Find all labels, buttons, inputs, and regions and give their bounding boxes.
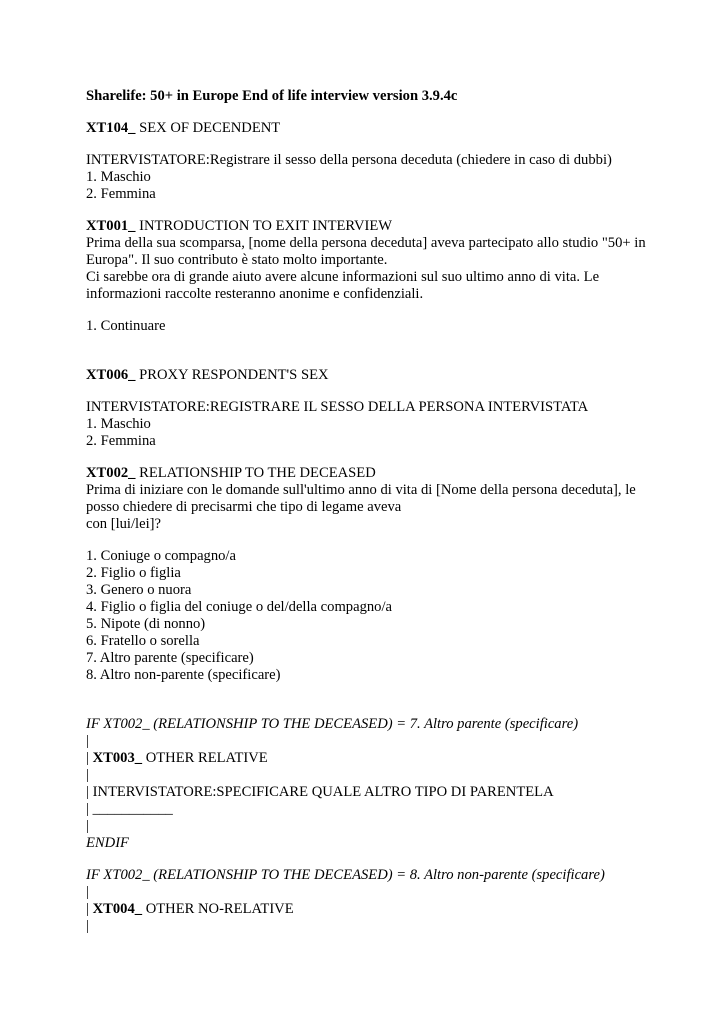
answer-option: 3. Genero o nuora bbox=[86, 582, 192, 598]
question-title: OTHER RELATIVE bbox=[142, 750, 268, 766]
answer-option: 5. Nipote (di nonno) bbox=[86, 616, 206, 632]
question-xt006-header bbox=[86, 367, 656, 384]
question-code: XT006_ bbox=[86, 367, 136, 383]
interviewer-instruction: INTERVISTATORE:REGISTRARE IL SESSO DELLA PERSONA INTERVISTATA bbox=[86, 399, 589, 415]
question-title: SEX OF DECENDENT bbox=[135, 120, 281, 136]
block-bar: | bbox=[86, 733, 89, 749]
block-bar: | bbox=[86, 767, 89, 783]
endif-marker: ENDIF bbox=[86, 835, 129, 851]
question-text: Prima della sua scomparsa, [nome della persona deceduta] aveva partecipato allo studio "50+ in Europa". Il suo contributo è stato molto importante. bbox=[86, 235, 646, 268]
question-code: XT002_ bbox=[86, 465, 136, 481]
interviewer-instruction: | INTERVISTATORE:SPECIFICARE QUALE ALTRO TIPO DI PARENTELA bbox=[86, 784, 554, 800]
question-title: OTHER NO-RELATIVE bbox=[142, 901, 294, 917]
block-bar: | bbox=[86, 884, 89, 900]
question-xt001-header bbox=[86, 218, 656, 235]
question-code: XT004_ bbox=[92, 901, 143, 917]
answer-option: 1. Maschio bbox=[86, 416, 151, 432]
answer-option: 6. Fratello o sorella bbox=[86, 633, 200, 649]
question-xt003-header bbox=[86, 750, 656, 767]
doc-title: Sharelife: 50+ in Europe End of life interview version 3.9.4c bbox=[86, 88, 458, 104]
if-condition: IF XT002_ (RELATIONSHIP TO THE DECEASED) = 8. Altro non-parente (specificare) bbox=[86, 867, 605, 883]
answer-blank-line: | ___________ bbox=[86, 801, 173, 817]
question-code: XT001_ bbox=[86, 218, 136, 234]
question-xt004-header bbox=[86, 901, 656, 918]
block-bar: | bbox=[86, 750, 93, 766]
question-title: RELATIONSHIP TO THE DECEASED bbox=[135, 465, 376, 481]
question-xt002-header bbox=[86, 465, 656, 482]
interviewer-instruction: INTERVISTATORE:Registrare il sesso della persona deceduta (chiedere in caso di dubbi) bbox=[86, 152, 612, 168]
answer-option: 1. Continuare bbox=[86, 318, 166, 334]
answer-option: 1. Maschio bbox=[86, 169, 151, 185]
answer-option: 7. Altro parente (specificare) bbox=[86, 650, 254, 666]
block-bar: | bbox=[86, 901, 93, 917]
block-bar: | bbox=[86, 918, 89, 934]
question-title: PROXY RESPONDENT'S SEX bbox=[135, 367, 329, 383]
answer-option: 1. Coniuge o compagno/a bbox=[86, 548, 236, 564]
document-page bbox=[86, 88, 656, 935]
question-title: INTRODUCTION TO EXIT INTERVIEW bbox=[135, 218, 393, 234]
question-text: Ci sarebbe ora di grande aiuto avere alcune informazioni sul suo ultimo anno di vita. Le informazioni raccolte resteranno anonime e confidenziali. bbox=[86, 269, 600, 302]
answer-option: 2. Femmina bbox=[86, 186, 156, 202]
question-text: con [lui/lei]? bbox=[86, 516, 161, 532]
block-bar: | bbox=[86, 818, 89, 834]
question-code: XT104_ bbox=[86, 120, 136, 136]
question-code: XT003_ bbox=[92, 750, 143, 766]
answer-option: 2. Femmina bbox=[86, 433, 156, 449]
question-text: Prima di iniziare con le domande sull'ultimo anno di vita di [Nome della persona deceduta], le posso chiedere di precisarmi che tipo di legame aveva bbox=[86, 482, 636, 515]
answer-option: 2. Figlio o figlia bbox=[86, 565, 181, 581]
answer-option: 8. Altro non-parente (specificare) bbox=[86, 667, 281, 683]
answer-option: 4. Figlio o figlia del coniuge o del/della compagno/a bbox=[86, 599, 392, 615]
if-condition: IF XT002_ (RELATIONSHIP TO THE DECEASED) = 7. Altro parente (specificare) bbox=[86, 716, 579, 732]
question-xt104-header bbox=[86, 120, 656, 137]
